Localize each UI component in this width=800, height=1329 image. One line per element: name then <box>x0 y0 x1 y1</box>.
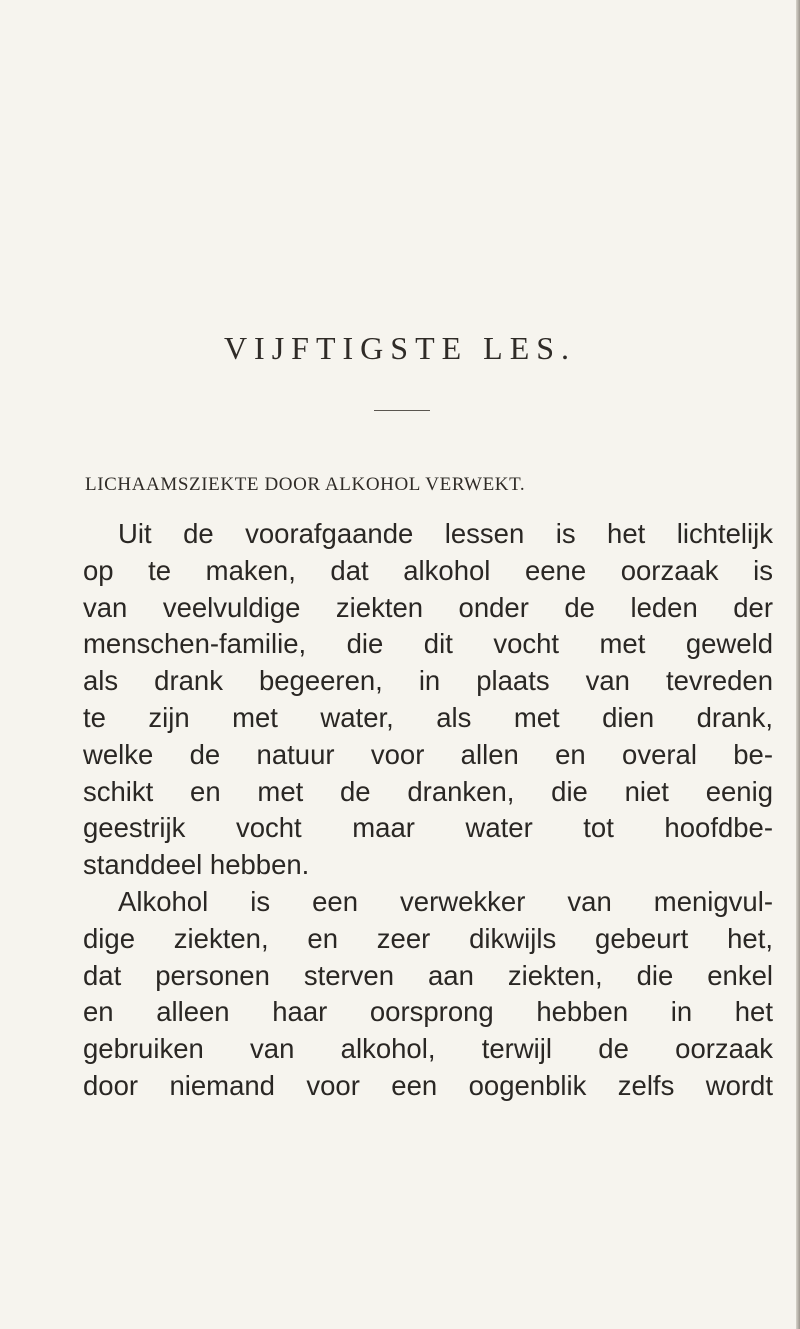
text-line: van veelvuldige ziekten onder de leden der <box>83 591 773 623</box>
text-line: Uit de voorafgaande lessen is het lichtelijk <box>118 518 773 549</box>
page-edge <box>796 0 800 1329</box>
text-line: Alkohol is een verwekker van menigvul- <box>118 885 773 917</box>
text-line: schikt en met de dranken, die niet eenig <box>83 775 773 807</box>
body-text <box>83 516 773 1105</box>
title-divider <box>374 410 430 411</box>
chapter-title: VIJFTIGSTE LES. <box>223 330 577 366</box>
text-line: dige ziekten, en zeer dikwijls gebeurt het, <box>83 922 773 954</box>
text-line: standdeel hebben. <box>83 849 310 881</box>
text-line: geestrijk vocht maar water tot hoofdbe- <box>83 812 773 844</box>
text-line: welke de natuur voor allen en overal be- <box>83 738 773 770</box>
paragraph-1 <box>83 516 773 884</box>
text-line: menschen-familie, die dit vocht met geweld <box>83 628 773 660</box>
text-line: en alleen haar oorsprong hebben in het <box>83 996 773 1028</box>
paragraph-2 <box>83 884 773 1105</box>
text-line: als drank begeeren, in plaats van tevreden <box>83 665 773 697</box>
text-line: gebruiken van alkohol, terwijl de oorzaak <box>83 1033 773 1065</box>
chapter-subtitle: LICHAAMSZIEKTE DOOR ALKOHOL VERWEKT. <box>85 474 526 495</box>
text-line: dat personen sterven aan ziekten, die enkel <box>83 959 773 991</box>
text-line: op te maken, dat alkohol eene oorzaak is <box>83 554 773 586</box>
text-line: door niemand voor een oogenblik zelfs wordt <box>83 1069 773 1101</box>
text-line: te zijn met water, als met dien drank, <box>83 701 773 733</box>
